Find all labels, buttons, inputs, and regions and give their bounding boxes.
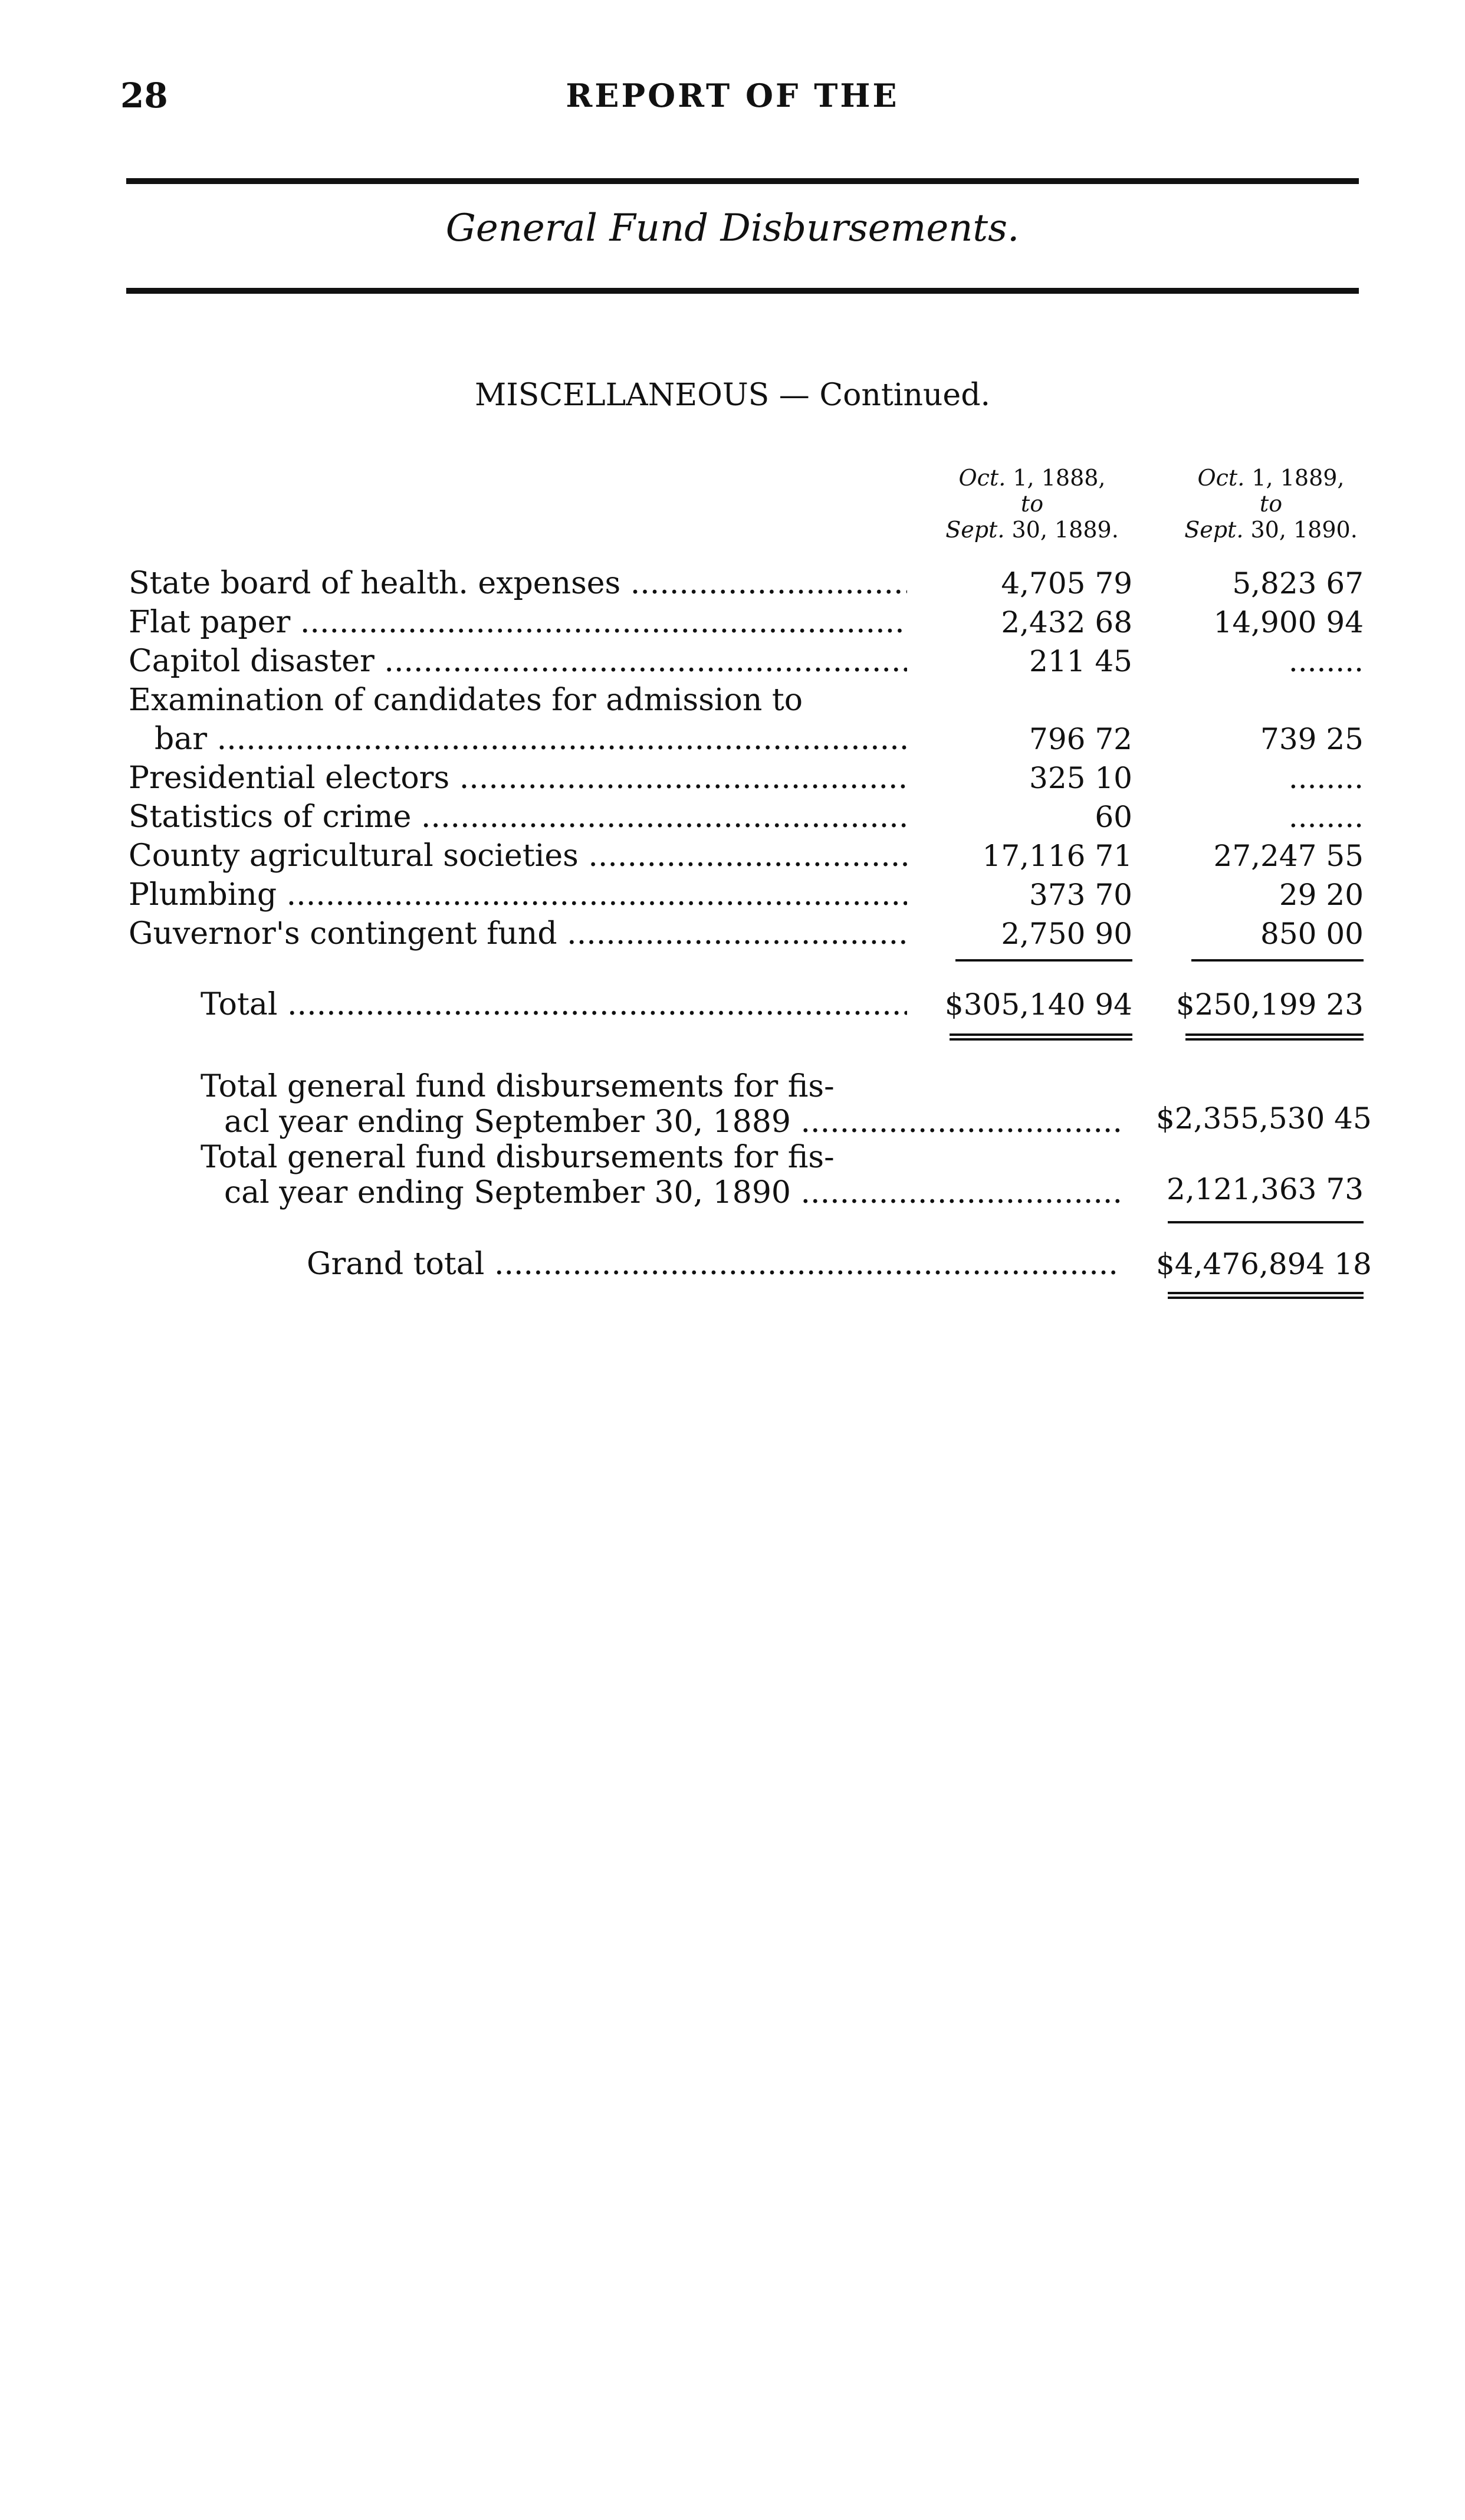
row-value-1889: 325 10 bbox=[1029, 761, 1132, 795]
running-head: REPORT OF THE bbox=[566, 77, 899, 114]
row-label: Plumbing ..... bbox=[129, 875, 907, 914]
total-label: Total ..... bbox=[201, 985, 907, 1024]
subtotal-rule-1890 bbox=[1191, 959, 1364, 962]
row-label: Presidential electors ..... bbox=[129, 759, 907, 798]
row-label: County agricultural societies ..... bbox=[129, 836, 907, 875]
grand-total-double-rule bbox=[1168, 1292, 1364, 1299]
row-value-1890: 27,247 55 bbox=[1213, 839, 1364, 873]
row-value-1890: ........ bbox=[1288, 800, 1364, 834]
row-label: Examination of candidates for admission to bbox=[129, 682, 803, 718]
summary-1889: Total general fund disbursements for fis- acl year ending September 30, 1889 ..... bbox=[201, 1069, 1121, 1140]
row-value-1890: ........ bbox=[1288, 644, 1364, 678]
row-value-1889: 60 bbox=[1095, 800, 1132, 834]
subtotal-rule-1889 bbox=[955, 959, 1132, 962]
total-value-1890: $250,199 23 bbox=[1175, 987, 1364, 1022]
column-header-1890: Oct. 1, 1889, to Sept. 30, 1890. bbox=[1184, 465, 1358, 543]
summary-value-1889: $2,355,530 45 bbox=[1156, 1101, 1372, 1136]
row-value-1889: 373 70 bbox=[1029, 878, 1132, 912]
row-label: Flat paper ..... bbox=[129, 603, 907, 642]
grand-total-label: Grand total ..... bbox=[307, 1245, 1121, 1284]
row-label: Guvernor's contingent fund ..... bbox=[129, 914, 907, 953]
grand-total-value: $4,476,894 18 bbox=[1156, 1247, 1372, 1281]
row-value-1890: ........ bbox=[1288, 761, 1364, 795]
total-double-rule-1890 bbox=[1185, 1033, 1364, 1041]
bottom-rule bbox=[126, 288, 1359, 294]
row-value-1889: 4,705 79 bbox=[1001, 566, 1132, 601]
row-value-1890: 739 25 bbox=[1260, 722, 1364, 756]
row-value-1889: 2,750 90 bbox=[1001, 917, 1132, 951]
row-value-1890: 29 20 bbox=[1279, 878, 1364, 912]
summary-value-1890: 2,121,363 73 bbox=[1167, 1172, 1364, 1206]
row-value-1890: 5,823 67 bbox=[1232, 566, 1364, 601]
row-label-continuation: bar ..... bbox=[129, 720, 907, 759]
row-value-1889: 2,432 68 bbox=[1001, 605, 1132, 639]
row-value-1889: 211 45 bbox=[1029, 644, 1132, 678]
total-value-1889: $305,140 94 bbox=[944, 987, 1132, 1022]
row-value-1889: 17,116 71 bbox=[982, 839, 1132, 873]
top-rule bbox=[126, 178, 1359, 184]
column-header-1889: Oct. 1, 1888, to Sept. 30, 1889. bbox=[945, 465, 1119, 543]
page-number: 28 bbox=[120, 76, 168, 116]
row-value-1890: 14,900 94 bbox=[1213, 605, 1364, 639]
row-label: Capitol disaster ..... bbox=[129, 642, 907, 681]
subsection-heading: MISCELLANEOUS — Continued. bbox=[474, 378, 991, 413]
row-value-1889: 796 72 bbox=[1029, 722, 1132, 756]
row-label: State board of health. expenses ..... bbox=[129, 564, 907, 603]
row-label: Statistics of crime ..... bbox=[129, 798, 907, 836]
grand-total-rule bbox=[1168, 1221, 1364, 1223]
total-double-rule-1889 bbox=[950, 1033, 1132, 1041]
summary-1890: Total general fund disbursements for fis- cal year ending September 30, 1890 ..... bbox=[201, 1140, 1121, 1210]
section-title: General Fund Disbursements. bbox=[445, 206, 1020, 250]
row-value-1890: 850 00 bbox=[1260, 917, 1364, 951]
